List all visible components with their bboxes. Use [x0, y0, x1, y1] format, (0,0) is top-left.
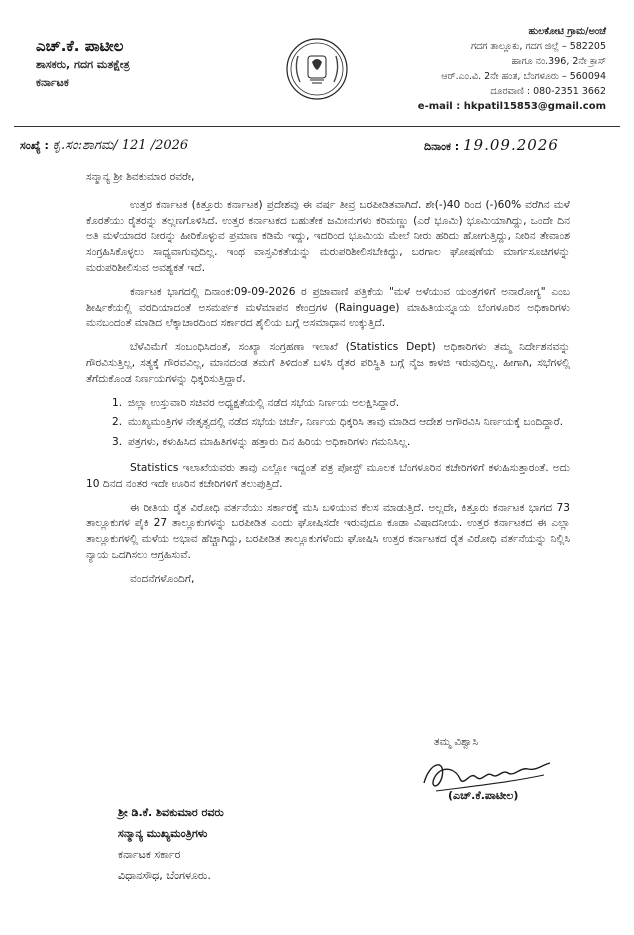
list-text: ಪತ್ರಗಳು, ಕಳುಹಿಸಿದ ಮಾಹಿತಿಗಳನ್ನು ಹತ್ತಾರು ದಿನ ಹಿರಿಯ ಅಧಿಕಾರಿಗಳು ಗಮನಿಸಿಲ್ಲ. — [128, 436, 411, 449]
body-paragraph: ಈ ರೀತಿಯ ರೈತ ವಿರೋಧಿ ವರ್ತನೆಯು ಸರ್ಕಾರಕ್ಕೆ ಮಸಿ ಬಳಿಯುವ ಕೆಲಸ ಮಾಡುತ್ತಿದೆ. ಅಲ್ಲದೇ, ಕಿತ್ತೂರು ಕರ್ನಾಟಕ ಭಾಗದ 73 ತಾಲ್ಲೂಕುಗಳ ಪೈಕಿ 27 ತಾಲ್ಲೂಕುಗಳನ್ನು ಬರಪೀಡಿತ ಎಂದು ಘೋಷಿಸದೇ ಇರುವುದೂ ಕೂಡಾ ವಿಷಾದನೀಯ. ಉತ್ತರ ಕರ್ನಾಟಕದ ಈ ಎಲ್ಲಾ ತಾಲ್ಲೂಕುಗಳಲ್ಲಿ ಮಳೆಯ ಅಭಾವ ಹೆಚ್ಚಾಗಿದ್ದು, ಬರಪೀಡಿತ ತಾಲ್ಲೂಕುಗಳೆಂದು ಘೋಷಿಸಿ ಉತ್ತರ ಕರ್ನಾಟಕದ ರೈತ ವಿರೋಧಿ ವರ್ತನೆಯನ್ನು ನಿಲ್ಲಿಸಿ ನ್ಯಾಯ ಒದಗಿಸಲು ಆಗ್ರಹಿಸುವೆ. — [86, 501, 570, 561]
list-item — [86, 435, 570, 451]
date-value: 19.09.2026 — [463, 136, 559, 154]
list-text: ಜಿಲ್ಲಾ ಉಸ್ತುವಾರಿ ಸಚಿವರ ಅಧ್ಯಕ್ಷತೆಯಲ್ಲಿ ನಡೆದ ಸಭೆಯ ನಿರ್ಣಯ ಅಲಕ್ಷಿಸಿದ್ದಾರೆ. — [128, 396, 400, 409]
letter-body — [86, 170, 570, 588]
phone-line: ದೂರವಾಣಿ : 080-2351 3662 — [490, 86, 606, 97]
reference-value: ಕೃ.ಸಂ:ಶಾಗಮ/ 121 /2026 — [52, 138, 189, 153]
date-label: ದಿನಾಂಕ : — [424, 140, 460, 153]
letterhead-left — [36, 36, 236, 92]
list-item — [86, 415, 570, 431]
body-paragraph: ಉತ್ತರ ಕರ್ನಾಟಕ (ಕಿತ್ತೂರು ಕರ್ನಾಟಕ) ಪ್ರದೇಶವು ಈ ವರ್ಷ ತೀವ್ರ ಬರಪೀಡಿತವಾಗಿದೆ. ಶೇ(-)40 ರಿಂದ (-)60% ವರೆಗಿನ ಮಳೆ ಕೊರತೆಯು ರೈತರನ್ನು ತಲ್ಲಣಗೊಳಿಸಿದೆ. ಉತ್ತರ ಕರ್ನಾಟಕದ ಬಹುತೇಕ ಜಮೀನುಗಳು ಕರಿಮಣ್ಣು (ಎರೆ ಭೂಮಿ) ಭೂಮಿಯಾಗಿದ್ದು, ಒಂದೇ ದಿನ ಅತಿ ಮಳೆಯಾದರ ನೀರನ್ನು ಹೀರಿಕೊಳ್ಳುವ ಪ್ರಮಾಣ ಕಡಿಮೆ ಇದ್ದು, ಇದರಿಂದ ಭೂಮಿಯ ಮೇಲೆ ನೀರು ಹರಿದು ಹೋಗುತ್ತಿದ್ದು, ನೀರಿನ ತೇವಾಂಶ ಸಂಗ್ರಹಿಸಿಕೊಳ್ಳಲು ಸಾಧ್ಯವಾಗುವುದಿಲ್ಲ. ಇಂಥ ವಾಸ್ತವಿಕತೆಯನ್ನು ಮರುಪರಿಶೀಲಿಸಬೇಕಿದ್ದು, ಬರಗಾಲ ಘೋಷಣೆಯ ಮಾರ್ಗಸೂಚಿಗಳನ್ನು ಮರುಪರಿಶೀಲಿಸುವ ಅವಶ್ಯಕತೆ ಇದೆ. — [86, 198, 570, 274]
recipient-org: ಕರ್ನಾಟಕ ಸರ್ಕಾರ — [118, 848, 181, 861]
list-item — [86, 396, 570, 412]
reference-label: ಸಂಖ್ಯೆ : — [20, 139, 49, 152]
government-seal-icon — [284, 36, 350, 102]
recipient-block — [118, 802, 224, 886]
address-line: ಗದಗ ತಾಲ್ಲೂಕು, ಗದಗ ಜಿಲ್ಲೆ – 582205 — [470, 41, 606, 52]
recipient-title: ಸನ್ಮಾನ್ಯ ಮುಖ್ಯಮಂತ್ರಿಗಳು — [118, 827, 208, 840]
body-paragraph: ಬೆಳೆವಿಮೆಗೆ ಸಂಬಂಧಿಸಿದಂತೆ, ಸಂಖ್ಯಾ ಸಂಗ್ರಹಣಾ ಇಲಾಖೆ (Statistics Dept) ಅಧಿಕಾರಿಗಳು ತಮ್ಮ ನಿರ್ದೇಶನವನ್ನು ಗೌರವಿಸುತ್ತಿಲ್ಲ, ಸತ್ಯಕ್ಕೆ ಗೌರವವಿಲ್ಲ, ಮಾನದಂಡ ತಮಗೆ ತಿಳಿದಂತೆ ಬಳಸಿ ರೈತರ ಪರಿಸ್ಥಿತಿ ಬಗ್ಗೆ ನೈಜ ಕಾಳಜಿ ಇರುವುದಿಲ್ಲ. ಹೀಗಾಗಿ, ಸಭೆಗಳಲ್ಲಿ ತೆಗೆದುಕೊಂಡ ನಿರ್ಣಯಗಳನ್ನು ಧಿಕ್ಕರಿಸುತ್ತಿದ್ದಾರೆ. — [86, 341, 570, 385]
letter-date — [424, 136, 559, 154]
grievance-list — [86, 396, 570, 451]
body-paragraph: Statistics ಇಲಾಖೆಯವರು ತಾವು ಎಲ್ಲೋ ಇದ್ದಂತೆ ಪತ್ರ ಪೋಸ್ಟ್ ಮೂಲಕ ಬೆಂಗಳೂರಿನ ಕಚೇರಿಗಳಿಗೆ ಕಳುಹಿಸುತ್ತಾರಂತೆ. ಅದು 10 ದಿನದ ನಂತರ ಇದೇ ಊರಿನ ಕಚೇರಿಗಳಿಗೆ ತಲುಪುತ್ತಿದೆ. — [86, 461, 570, 490]
list-number: 2. — [112, 416, 123, 429]
sender-state: ಕರ್ನಾಟಕ — [36, 76, 69, 89]
sender-designation: ಶಾಸಕರು, ಗದಗ ಮತಕ್ಷೇತ್ರ — [36, 58, 130, 71]
reference-number — [20, 138, 188, 153]
address-line: ಹಾಗೂ ನಂ.396, 2ನೇ ಕ್ರಾಸ್ — [511, 56, 606, 67]
signature-label: ತಮ್ಮ ವಿಶ್ವಾಸಿ — [434, 736, 479, 748]
closing-line: ವಂದನೆಗಳೊಂದಿಗೆ, — [130, 572, 195, 585]
address-line: ಹುಲಕೋಟಿ ಗ್ರಾಮ/ಅಂಚೆ — [528, 26, 606, 37]
letterhead-address — [346, 24, 606, 114]
list-text: ಮುಖ್ಯಮಂತ್ರಿಗಳ ನೇತೃತ್ವದಲ್ಲಿ ನಡೆದ ಸಭೆಯ ಚರ್ಚೆ, ನಿರ್ಣಯ ಧಿಕ್ಕರಿಸಿ ತಾವು ಮಾಡಿದ ಆದೇಶ ಅಗೌರವಿಸಿ ನಿರ್ಣಯಕ್ಕೆ ಬಂದಿದ್ದಾರೆ. — [128, 416, 564, 429]
sender-name: ಎಚ್.ಕೆ. ಪಾಟೀಲ — [36, 37, 124, 55]
salutation: ಸನ್ಮಾನ್ಯ ಶ್ರೀ ಶಿವಕುಮಾರ ರವರೇ, — [86, 171, 195, 183]
signature-block — [412, 736, 582, 803]
address-line: ಆರ್.ಎಂ.ವಿ. 2ನೇ ಹಂತ, ಬೆಂಗಳೂರು – 560094 — [441, 71, 606, 82]
recipient-place: ವಿಧಾನಸೌಧ, ಬೆಂಗಳೂರು. — [118, 869, 211, 882]
header-divider — [14, 126, 620, 127]
signatory-name: (ಎಚ್.ಕೆ.ಪಾಟೀಲ) — [448, 789, 519, 802]
email-line: e-mail : hkpatil15853@gmail.com — [417, 101, 606, 112]
recipient-name: ಶ್ರೀ ಡಿ.ಕೆ. ಶಿವಕುಮಾರ ರವರು — [118, 806, 224, 819]
list-number: 3. — [112, 436, 123, 449]
list-number: 1. — [112, 396, 123, 409]
body-paragraph: ಕರ್ನಾಟಕ ಭಾಗದಲ್ಲಿ ದಿನಾಂಕ:09-09-2026 ರ ಪ್ರಜಾವಾಣಿ ಪತ್ರಿಕೆಯ "ಮಳೆ ಅಳೆಯುವ ಯಂತ್ರಗಳಿಗೆ ಅನಾರೋಗ್ಯ" ಎಂಬ ಶೀರ್ಷಿಕೆಯಲ್ಲಿ ವರದಿಯಾದಂತೆ ಅಸಮರ್ಪಕ ಮಳೆಮಾಪನ ಕೇಂದ್ರಗಳ (Rainguage) ಮಾಹಿತಿಯನ್ನೂಯ ಬೆಂಗಳೂರಿನ ಅಧಿಕಾರಿಗಳು ಮನಬಂದಂತೆ ಮಾಡಿದ ಲೆಕ್ಕಾಚಾರದಿಂದ ಸರ್ಕಾರದ ಶೈಲಿಯ ಬಗ್ಗೆ ಅಸಮಾಧಾನ ಉಕ್ಕುತ್ತಿದೆ. — [86, 285, 570, 330]
